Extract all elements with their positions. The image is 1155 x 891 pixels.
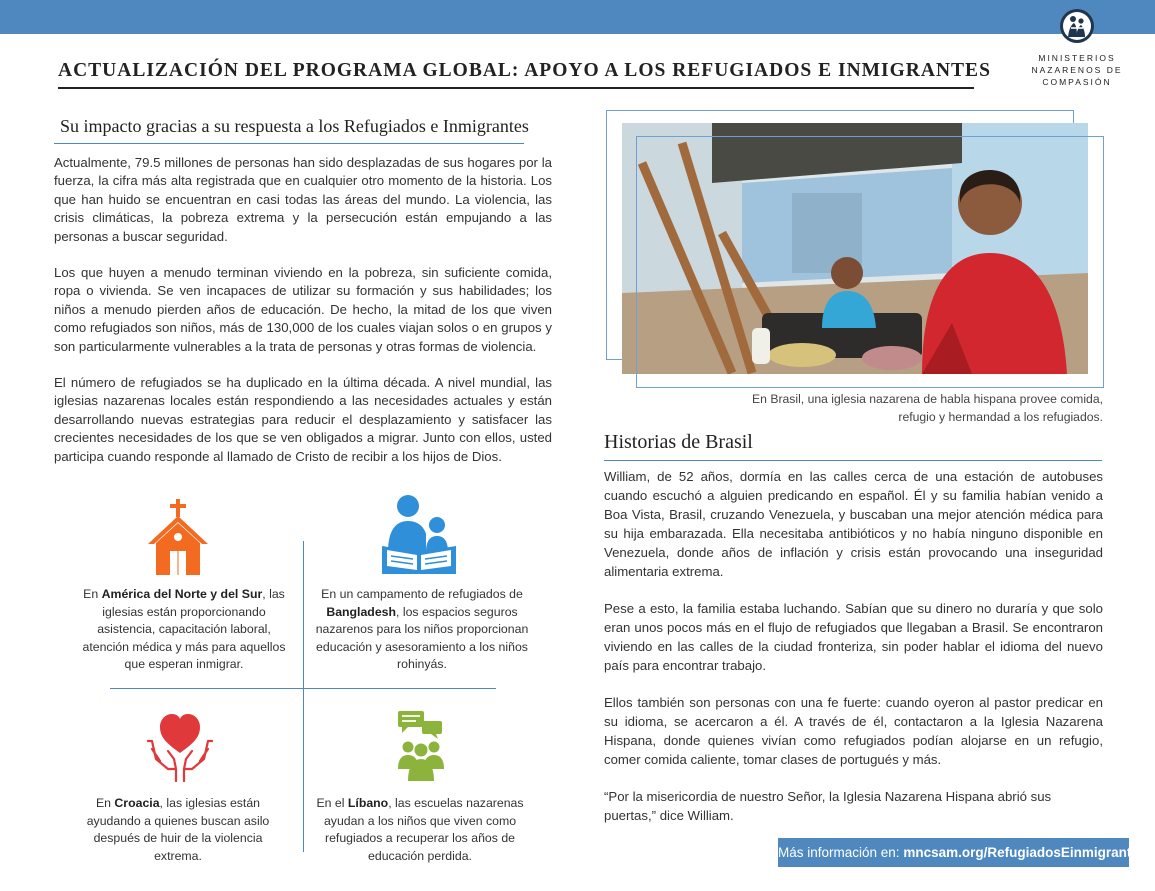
org-name-line: NAZARENOS DE xyxy=(1031,65,1123,75)
highlight-text: , los espacios seguros nazarenos para los niños proporcionan educación y asesoramiento a los niños rohinyás. xyxy=(315,604,529,672)
story-paragraph: William, de 52 años, dormía en las calles cerca de una estación de autobuses cuando escuchó a alguien predicando en español. Él y su familia habían venido a Boa Vista, Brasil, cruzando Venezuela, y buscaban una mejor atención médica para su hija embarazada. Ella necesitaba antibióticos y no había ninguno disponible en Venezuela, donde años de inflación y crisis están provocando una inseguridad alimentaria extrema. xyxy=(604,469,1103,579)
highlight-place: Bangladesh xyxy=(326,604,397,619)
org-name-line: COMPASIÓN xyxy=(1042,77,1112,87)
reading-family-icon xyxy=(382,494,456,574)
story-paragraph: Pese a esto, la familia estaba luchando. Sabían que su dinero no duraría y que solo eran unos pocos más en el flujo de refugiados que llegaban a Brasil. Se encontraron viviendo en las calles de la ciudad fronteriza, sin poder hablar el idioma del nuevo país para encontrar trabajo. xyxy=(604,601,1103,673)
top-color-bar xyxy=(0,0,1155,34)
compassion-ministries-logo-icon xyxy=(1059,8,1095,44)
impact-paragraph: Los que huyen a menudo terminan viviendo en la pobreza, sin suficiente comida, ropa o vivienda. Se ven incapaces de utilizar su formación y sus habilidades; los niños a menudo pierden años de educación. De hecho, la mitad de los que viven como refugiados son niños, más de 130,000 de los cuales viajan solos o en grupos y son particularmente vulnerables a la trata de personas y otras formas de violencia. xyxy=(54,265,552,354)
stories-text xyxy=(604,467,1103,843)
story-paragraph: “Por la misericordia de nuestro Señor, la Iglesia Nazarena Hispana abrió sus puertas,” dice William. xyxy=(604,789,1052,823)
highlight-text: , las escuelas nazarenas ayudan a los niños que viven como refugiados a recuperar los años de educación perdida. xyxy=(323,796,524,863)
highlight-text: En xyxy=(83,587,102,601)
more-info-label: Más información en: xyxy=(778,845,904,860)
highlight-place: Croacia xyxy=(114,796,160,810)
grid-vertical-divider xyxy=(303,541,304,852)
stories-heading: Historias de Brasil xyxy=(604,431,753,453)
impact-text xyxy=(54,154,552,484)
highlight-text: , las iglesias están ayudando a quienes buscan asilo después de huir de la violencia extrema. xyxy=(86,796,270,863)
highlight-americas xyxy=(74,586,294,674)
org-name-line: MINISTERIOS xyxy=(1038,53,1116,63)
more-info-url: mncsam.org/RefugiadosEinmigrantes xyxy=(903,845,1147,860)
highlight-place: América del Norte y del Sur xyxy=(101,587,263,601)
highlight-text: En xyxy=(95,796,115,810)
impact-heading-divider xyxy=(54,143,524,144)
photo-caption-line: En Brasil, una iglesia nazarena de habla hispana provee comida, xyxy=(752,392,1103,406)
highlight-text: , las iglesias están proporcionando asistencia, capacitación laboral, atención médica y más para aquellos que esperan inmigrar. xyxy=(82,587,286,672)
heart-hands-icon xyxy=(146,711,214,783)
highlight-text: En un campamento de refugiados de xyxy=(321,587,523,601)
stories-heading-divider xyxy=(604,460,1102,461)
highlight-lebanon xyxy=(310,795,530,865)
community-chat-icon xyxy=(396,711,446,781)
org-logo xyxy=(1022,8,1132,88)
photo-frame xyxy=(636,136,1104,388)
grid-horizontal-divider xyxy=(110,688,496,689)
impact-heading: Su impacto gracias a su respuesta a los Refugiados e Inmigrantes xyxy=(60,116,529,136)
page-title: ACTUALIZACIÓN DEL PROGRAMA GLOBAL: APOYO A LOS REFUGIADOS E INMIGRANTES xyxy=(58,60,991,81)
story-paragraph: Ellos también son personas con una fe fuerte: cuando oyeron al pastor predicar en su idioma, se acercaron a él. A través de él, contactaron a la Iglesia Nazarena Hispana, donde quienes vivían como refugiados podían alojarse en un refugio, comer comida caliente, tomar clases de portugués y más. xyxy=(604,695,1103,767)
impact-paragraph: Actualmente, 79.5 millones de personas han sido desplazadas de sus hogares por la fuerza, la cifra más alta registrada que en cualquier otro momento de la historia. Los que han huido se encuentran en casi todas las áreas del mundo. La violencia, las crisis climáticas, la pobreza extrema y la persecución están empujando a las personas a buscar seguridad. xyxy=(54,155,552,244)
photo-caption-line: refugio y hermandad a los refugiados. xyxy=(898,409,1103,424)
church-icon xyxy=(146,499,210,575)
highlight-bangladesh xyxy=(312,586,532,674)
photo-caption xyxy=(700,391,1103,426)
more-info-link[interactable] xyxy=(778,838,1147,867)
highlight-place: Líbano xyxy=(347,796,389,810)
title-divider xyxy=(58,87,974,89)
impact-paragraph: El número de refugiados se ha duplicado en la última década. A nivel mundial, las iglesias nazarenas locales están respondiendo a las necesidades actuales y están desarrollando nuevas estrategias para reducir el desplazamiento y satisfacer las crecientes necesidades de los que se ven obligados a migrar. Junto con ellos, usted participa cuando responde al llamado de Cristo de recibir a los hijos de Dios. xyxy=(54,375,552,464)
highlight-text: En el xyxy=(316,796,348,810)
org-name xyxy=(1022,52,1132,88)
highlight-croatia xyxy=(68,795,288,865)
